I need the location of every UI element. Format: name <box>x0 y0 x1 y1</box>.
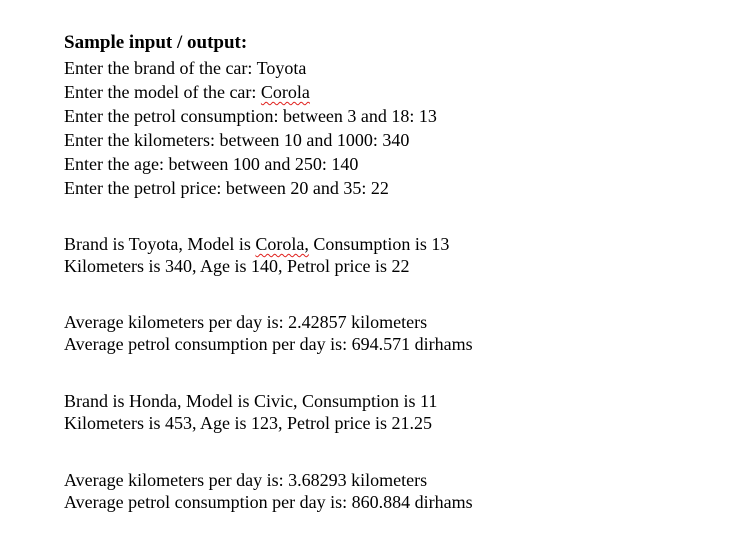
prompt-brand <box>64 56 704 80</box>
sample-io-section <box>64 30 704 200</box>
car1-avg-km: Average kilometers per day is: 2.42857 kilometers <box>64 312 428 332</box>
prompt-label: Enter the petrol price: between 20 and 35: <box>64 178 371 198</box>
misspelled-word[interactable]: Corola, <box>255 234 309 254</box>
prompt-model <box>64 80 704 104</box>
prompt-label: Enter the brand of the car: <box>64 58 257 78</box>
car2-summary-line2: Kilometers is 453, Age is 123, Petrol price is 21.25 <box>64 413 432 433</box>
document-body <box>64 30 704 513</box>
car2-avg-km: Average kilometers per day is: 3.68293 kilometers <box>64 470 428 490</box>
prompt-value: 140 <box>331 154 359 174</box>
prompt-kilometers <box>64 128 704 152</box>
prompt-value: 340 <box>382 130 410 150</box>
car2-averages <box>64 469 704 513</box>
prompt-consumption <box>64 104 704 128</box>
car1-summary <box>64 233 704 277</box>
car2-summary-line1: Brand is Honda, Model is Civic, Consumption is 11 <box>64 391 438 411</box>
car2-avg-petrol: Average petrol consumption per day is: 860.884 dirhams <box>64 492 473 512</box>
car2-summary <box>64 390 704 434</box>
prompt-value: Toyota <box>256 58 307 78</box>
prompt-age <box>64 152 704 176</box>
prompt-value: 22 <box>370 178 389 198</box>
car1-avg-petrol: Average petrol consumption per day is: 694.571 dirhams <box>64 334 473 354</box>
prompt-label: Enter the age: between 100 and 250: <box>64 154 332 174</box>
summary-text: Consumption is 13 <box>308 234 450 254</box>
misspelled-word[interactable]: Corola <box>260 82 310 102</box>
prompt-value: 13 <box>418 106 437 126</box>
summary-text: Brand is Toyota, Model is <box>64 234 256 254</box>
prompt-petrol-price <box>64 176 704 200</box>
prompt-label: Enter the petrol consumption: between 3 and 18: <box>64 106 419 126</box>
prompt-label: Enter the kilometers: between 10 and 1000: <box>64 130 383 150</box>
prompt-label: Enter the model of the car: <box>64 82 261 102</box>
section-heading: Sample input / output: <box>64 32 248 53</box>
car1-summary-line1 <box>64 233 704 255</box>
car1-summary-line2: Kilometers is 340, Age is 140, Petrol price is 22 <box>64 256 410 276</box>
car1-averages <box>64 311 704 355</box>
